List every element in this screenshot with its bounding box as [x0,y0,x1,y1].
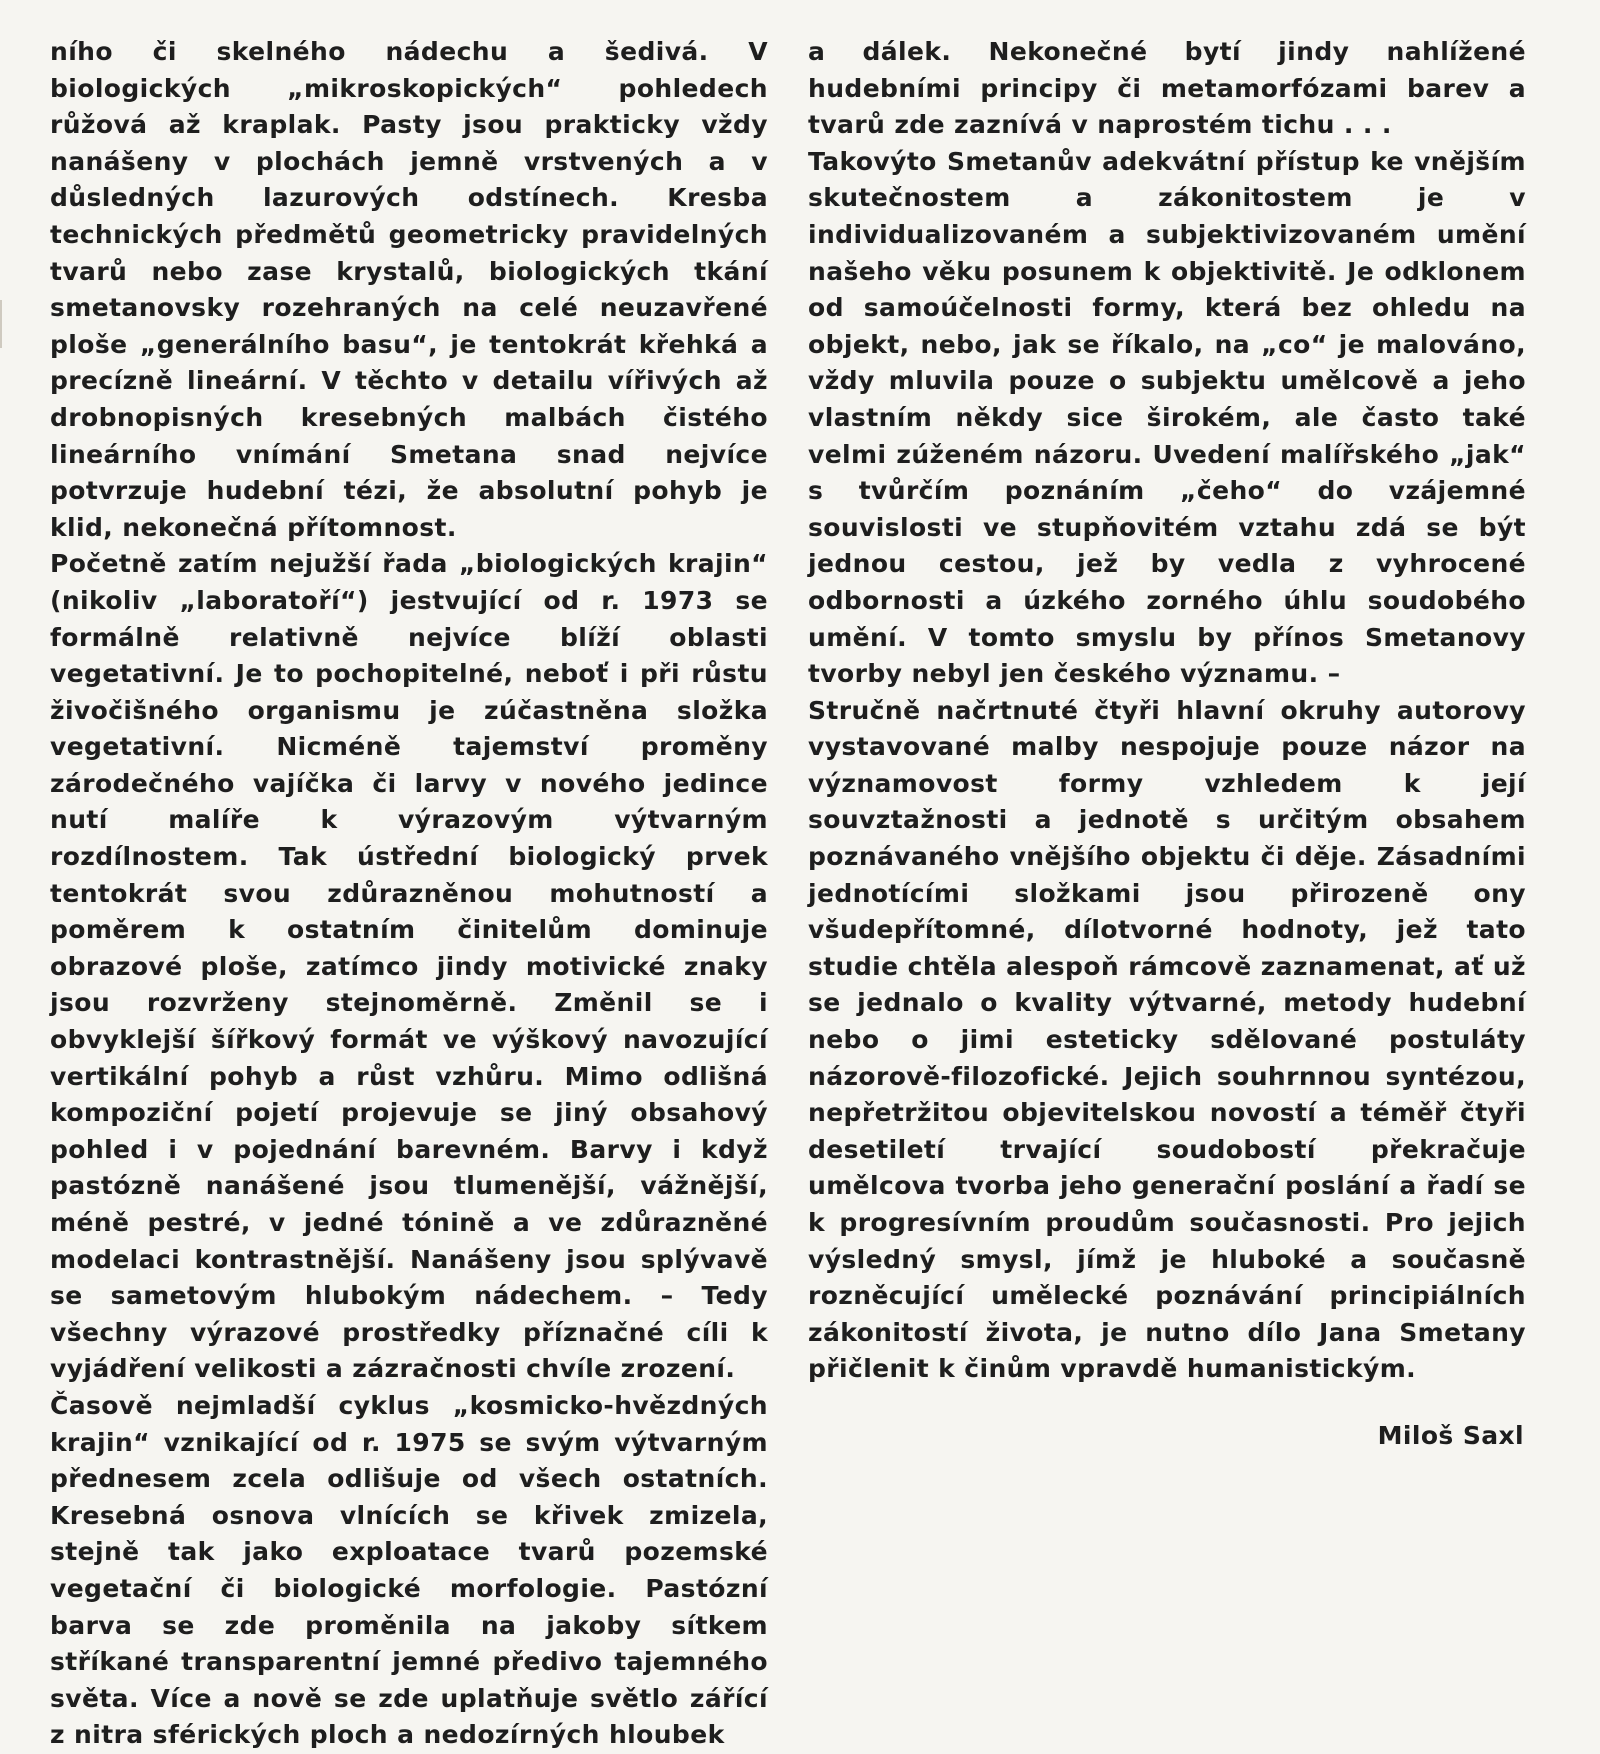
paragraph: Početně zatím nejužší řada „biologických krajin“ (nikoliv „laboratoří“) jestvující od r. 1973 se formálně relativně nejvíce blíží oblasti vegetativní. Je to pochopitelné, neboť i při růstu živočišného organismu je zúčastněna složka vegetativní. Nicméně tajemství proměny zárodečného vajíčka či larvy v nového jedince nutí malíře k výrazovým výtvarným rozdílnostem. Tak ústřední biologický prvek tentokrát svou zdůrazněnou mohutností a poměrem k ostatním činitelům dominuje obrazové ploše, zatímco jindy motivické znaky jsou rozvrženy stejnoměrně. Změnil se i obvyklejší šířkový formát ve výškový navozující vertikální pohyb a růst vzhůru. Mimo odlišná kompoziční pojetí projevuje se jiný obsahový pohled i v pojednání barevném. Barvy i když pastózně nanášené jsou tlumenější, vážnější, méně pestré, v jedné tónině a ve zdůrazněné modelaci kontrastnější. Nanášeny jsou splývavě se sametovým hlubokým nádechem. – Tedy všechny výrazové prostředky příznačné cíli k vyjádření velikosti a zázračnosti chvíle zrození. [50,549,768,1384]
paragraph: Stručně načrtnuté čtyři hlavní okruhy autorovy vystavované malby nespojuje pouze názor na významovost formy vzhledem k její souvztažnosti a jednotě s určitým obsahem poznávaného vnějšího objektu či děje. Zásadními jednotícími složkami jsou přirozeně ony všudepřítomné, dílotvorné hodnoty, jež tato studie chtěla alespoň rámcově zaznamenat, ať už se jednalo o kvality výtvarné, metody hudební nebo o jimi esteticky sdělované postuláty názorově-filozofické. Jejich souhrnnou syntézou, nepřetržitou objevitelskou novostí a téměř čtyři desetiletí trvající soudobostí překračuje umělcova tvorba jeho generační poslání a řadí se k progresívním proudům současnosti. Pro jejich výsledný smysl, jímž je hluboké a současně rozněcující umělecké poznávání principiálních zákonitostí života, je nutno dílo Jana Smetany přičlenit k činům vpravdě humanistickým. [808,695,1526,1384]
paragraph: ního či skelného nádechu a šedivá. V biologických „mikroskopických“ pohledech růžová až kraplak. Pasty jsou prakticky vždy nanášeny v plochách jemně vrstvených a v důsledných lazurových odstínech. Kresba technických předmětů geometricky pravidelných tvarů nebo zase krystalů, biologických tkání smetanovsky rozehraných na celé neuzavřené ploše „generálního basu“, je tentokrát křehká a precízně lineární. V těchto v detailu vířivých až drobnopisných kresebných malbách čistého lineárního vnímání Smetana snad nejvíce potvrzuje hudební tézi, že absolutní pohyb je klid, nekonečná přítomnost. [50,37,768,542]
author-signature: Miloš Saxl [1377,1420,1524,1450]
left-text-column [50,34,768,1754]
paragraph: Časově nejmladší cyklus „kosmicko-hvězdných krajin“ vznikající od r. 1975 se svým výtvarným přednesem zcela odlišuje od všech ostatních. Kresebná osnova vlnících se křivek zmizela, stejně tak jako exploatace tvarů pozemské vegetační či biologické morfologie. Pastózní barva se zde proměnila na jakoby sítkem stříkané transparentní jemné předivo tajemného světa. Více a nově se zde uplatňuje světlo zářící z nitra sférických ploch a nedozírných hloubek [50,1390,768,1750]
paragraph: a dálek. Nekonečné bytí jindy nahlížené hudebními principy či metamorfózami barev a tvarů zde zaznívá v naprostém tichu . . . [808,37,1526,140]
right-text-column [808,34,1526,1455]
paragraph: Takovýto Smetanův adekvátní přístup ke vnějším skutečnostem a zákonitostem je v individualizovaném a subjektivizovaném umění našeho věku posunem k objektivitě. Je odklonem od samoúčelnosti formy, která bez ohledu na objekt, nebo, jak se říkalo, na „co“ je malováno, vždy mluvila pouze o subjektu umělcově a jeho vlastním někdy sice širokém, ale často také velmi zúženém názoru. Uvedení malířského „jak“ s tvůrčím poznáním „čeho“ do vzájemné souvislosti ve stupňovitém vztahu zdá se být jednou cestou, jež by vedla z vyhrocené odbornosti a úzkého zorného úhlu soudobého umění. V tomto smyslu by přínos Smetanovy tvorby nebyl jen českého významu. – [808,146,1526,689]
page-edge-mark [0,300,2,348]
